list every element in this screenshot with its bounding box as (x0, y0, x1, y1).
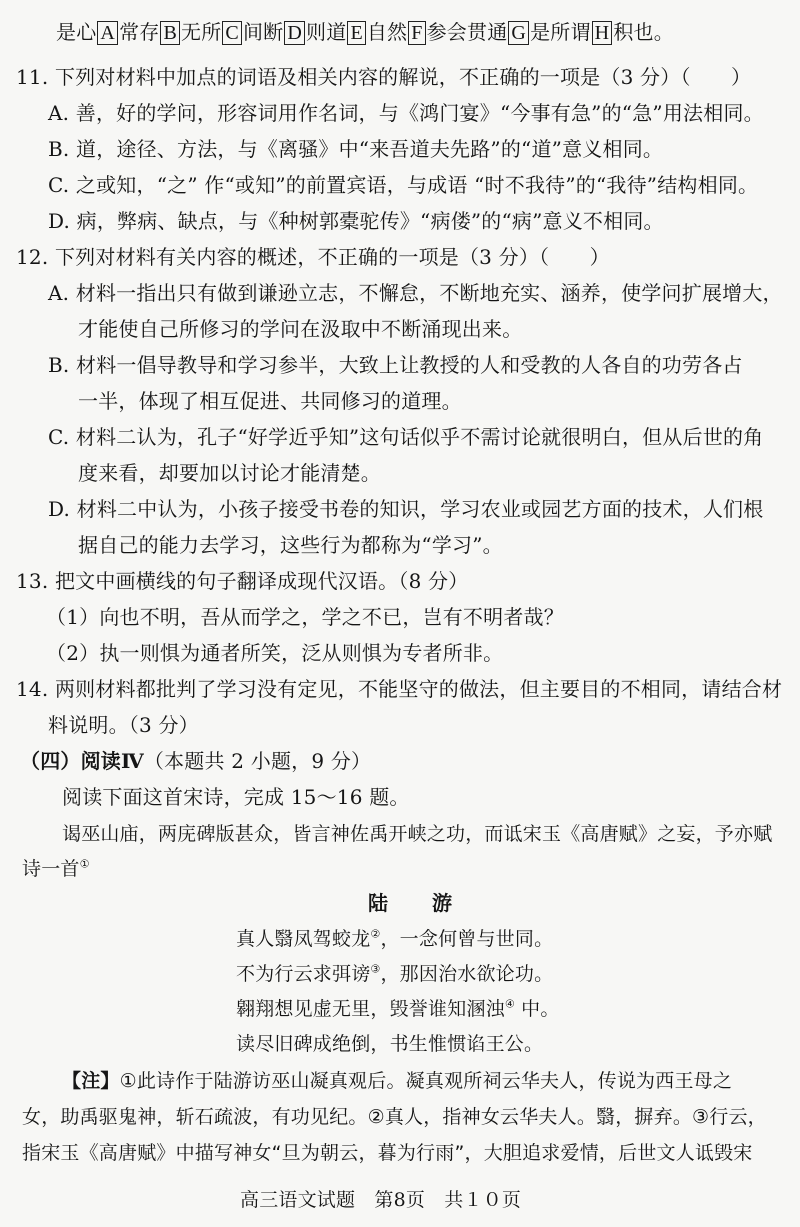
note-text-1: ①此诗作于陆游访巫山凝真观后。凝真观所祠云华夫人，传说为西王母之 (119, 1070, 733, 1092)
poem-line-1-text: 真人翳凤驾蛟龙 (236, 928, 371, 950)
q12-option-c-cont: 度来看，却要加以讨论才能清楚。 (78, 461, 381, 485)
poem-preface-cont-text: 诗一首 (22, 858, 80, 880)
text-segment: 自然 (366, 20, 408, 44)
footnote-marker: ③ (370, 962, 381, 976)
section-heading (20, 749, 371, 773)
poem-preface: 谒巫山庙，两庑碑版甚众，皆言神佐禹开峡之功，而诋宋玉《高唐赋》之妄，予亦赋 (62, 823, 773, 845)
blank-box-a[interactable]: A (97, 21, 118, 45)
q13-stem: 13. 把文中画横线的句子翻译成现代汉语。（8 分） (16, 569, 469, 593)
poem-line-3-text: 翱翔想见虚无里，毁誉谁知溷浊 (236, 998, 505, 1020)
q13-sentence-2: （2）执一则惧为通者所笑，泛从则惧为专者所非。 (46, 641, 504, 665)
blank-box-d[interactable]: D (284, 21, 305, 45)
blank-box-e[interactable]: E (347, 21, 365, 45)
q12-stem: 12. 下列对材料有关内容的概述，不正确的一项是（3 分）（ ） (16, 245, 610, 269)
text-segment: 参会贯通 (426, 20, 508, 44)
q12-option-b-cont: 一半，体现了相互促进、共同修习的道理。 (78, 389, 462, 413)
text-segment: 则道 (306, 20, 347, 44)
blank-box-h[interactable]: H (592, 21, 613, 45)
note-label: 【注】 (62, 1070, 120, 1092)
q11-option-a[interactable]: A. 善，好的学问，形容词用作名词，与《鸿门宴》“今事有急”的“急”用法相同。 (48, 101, 764, 125)
footnote-marker: ① (79, 857, 90, 871)
text-segment: 是心 (56, 20, 97, 44)
blank-box-b[interactable]: B (160, 21, 180, 45)
section-title: （四）阅读Ⅳ (20, 749, 144, 773)
section-intro: 阅读下面这首宋诗，完成 15～16 题。 (62, 785, 410, 809)
note-line-2: 女，助禹驱鬼神，斩石疏波，有功见纪。②真人，指神女云华夫人。翳，摒弃。③行云， (22, 1106, 767, 1128)
fill-blank-line (56, 20, 674, 45)
q11-option-b[interactable]: B. 道，途径、方法，与《离骚》中“来吾道夫先路”的“道”意义相同。 (48, 137, 664, 161)
page-footer: 高三语文试题 第8页 共１０页 (240, 1189, 522, 1211)
blank-box-f[interactable]: F (408, 21, 425, 45)
q12-option-a[interactable]: A. 材料一指出只有做到谦逊立志，不懈怠，不断地充实、涵养，使学问扩展增大， (48, 281, 783, 305)
note-line-3: 指宋玉《高唐赋》中描写神女“旦为朝云，暮为行雨”，大胆追求爱情，后世文人诋毁宋 (22, 1142, 753, 1164)
q11-stem: 11. 下列对材料中加点的词语及相关内容的解说，不正确的一项是（3 分）（ ） (16, 65, 752, 89)
text-segment: 是所谓 (530, 20, 591, 44)
poem-line-2-text: 不为行云求弭谤 (236, 963, 371, 985)
q14-stem: 14. 两则材料都批判了学习没有定见，不能坚守的做法，但主要目的不相同，请结合材 (16, 677, 783, 701)
blank-box-g[interactable]: G (508, 21, 529, 45)
poem-line-2-rest: ，那因治水欲论功。 (380, 963, 554, 985)
poem-line-3 (236, 997, 560, 1021)
poem-line-1-rest: ，一念何曾与世同。 (380, 928, 554, 950)
poem-line-2 (236, 962, 553, 986)
footnote-marker: ④ (504, 997, 515, 1011)
q12-option-d[interactable]: D. 材料二中认为，小孩子接受书卷的知识，学习农业或园艺方面的技术，人们根 (48, 497, 764, 521)
q12-option-c[interactable]: C. 材料二认为，孔子“好学近乎知”这句话似乎不需讨论就很明白，但从后世的角 (48, 425, 764, 449)
q12-option-b[interactable]: B. 材料一倡导教导和学习参半，大致上让教授的人和受教的人各自的功劳各占 (48, 353, 743, 377)
q11-option-c[interactable]: C. 之或知，“之” 作“或知”的前置宾语，与成语 “时不我待”的“我待”结构相同。 (48, 173, 759, 197)
note-line-1 (62, 1069, 732, 1093)
poem-line-1 (236, 927, 553, 951)
text-segment: 间断 (242, 20, 284, 44)
q13-sentence-1: （1）向也不明，吾从而学之，学之不已，岂有不明者哉？ (46, 605, 564, 629)
poem-preface-cont (22, 857, 90, 881)
text-segment: 积也。 (613, 20, 674, 44)
text-segment: 常存 (119, 20, 160, 44)
q12-option-a-cont: 才能使自己所修习的学问在汲取中不断涌现出来。 (78, 317, 523, 341)
q12-option-d-cont: 据自己的能力去学习，这些行为都称为“学习”。 (78, 533, 503, 557)
text-segment: 无所 (181, 20, 222, 44)
blank-box-c[interactable]: C (222, 21, 242, 45)
poem-author: 陆 游 (368, 891, 464, 915)
poem-line-4: 读尽旧碑成绝倒，书生惟惯谄王公。 (236, 1033, 544, 1055)
poem-line-3-rest: 中。 (514, 998, 560, 1020)
footnote-marker: ② (370, 927, 381, 941)
q11-option-d[interactable]: D. 病，弊病、缺点，与《种树郭橐驼传》“病偻”的“病”意义不相同。 (48, 209, 664, 233)
q14-stem-cont: 料说明。（3 分） (48, 713, 199, 737)
section-note: （本题共 2 小题，9 分） (143, 749, 372, 773)
